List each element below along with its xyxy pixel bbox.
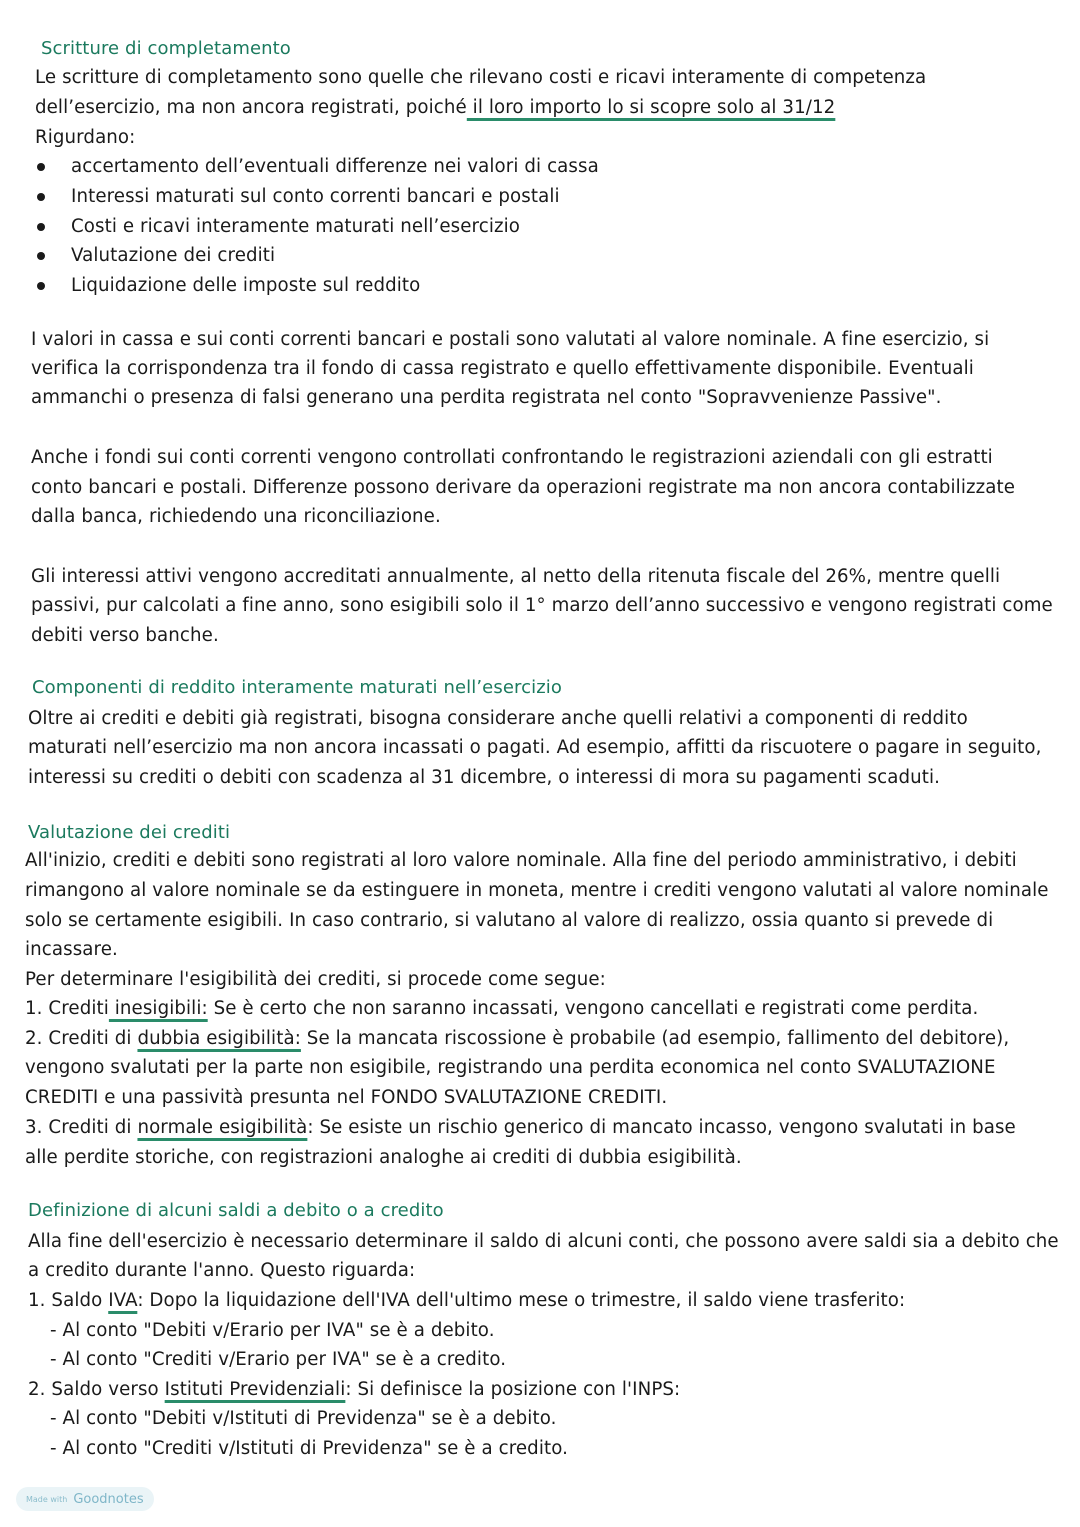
underlined-phrase: il loro importo lo si scopre solo al 31/12 (466, 97, 836, 118)
riguardano-label: Rigurdano: (35, 127, 136, 148)
numbered-item-iva (28, 1286, 905, 1316)
paragraph-line: Oltre ai crediti e debiti già registrati, bisogna considerare anche quelli relativi a componenti di reddito (28, 708, 968, 729)
list-item: accertamento dell’eventuali differenze nei valori di cassa (71, 156, 599, 177)
numbered-item-previdenziali (28, 1375, 680, 1405)
underlined-term: inesigibili: (108, 998, 208, 1019)
section-heading-valutazione: Valutazione dei crediti (28, 822, 231, 843)
paragraph-line: I valori in cassa e sui conti correnti bancari e postali sono valutati al valore nominale. A fine esercizio, si (31, 329, 990, 350)
paragraph-line: CREDITI e una passività presunta nel FONDO SVALUTAZIONE CREDITI. (25, 1087, 668, 1108)
paragraph-line: interessi su crediti o debiti con scadenza al 31 dicembre, o interessi di mora su pagamenti scaduti. (28, 767, 941, 788)
paragraph-line: a credito durante l'anno. Questo riguarda: (28, 1260, 416, 1281)
item-text: 1. Saldo (28, 1290, 109, 1311)
section-heading-scritture: Scritture di completamento (41, 38, 291, 59)
underlined-term: normale esigibilità (137, 1117, 308, 1138)
goodnotes-logo: Goodnotes (73, 1491, 144, 1507)
paragraph-line: passivi, pur calcolati a fine anno, sono esigibili solo il 1° marzo dell’anno successivo e vengono registrati come (31, 595, 1053, 616)
item-text: 3. Crediti di (25, 1117, 138, 1138)
paragraph-line: conto bancari e postali. Differenze possono derivare da operazioni registrate ma non ancora contabilizzate (31, 477, 1016, 498)
underlined-term: dubbia esigibilità: (137, 1028, 301, 1049)
paragraph-line: Per determinare l'esigibilità dei crediti, si procede come segue: (25, 969, 606, 990)
item-text: Se la mancata riscossione è probabile (ad esempio, fallimento del debitore), (300, 1028, 1010, 1049)
item-text: Se è certo che non saranno incassati, vengono cancellati e registrati come perdita. (207, 998, 979, 1019)
paragraph-line: dalla banca, richiedendo una riconciliazione. (31, 506, 441, 527)
sub-item: - Al conto "Debiti v/Istituti di Previdenza" se è a debito. (50, 1408, 557, 1429)
bullet-icon (37, 223, 45, 231)
section-heading-componenti: Componenti di reddito interamente maturati nell’esercizio (32, 677, 562, 698)
paragraph-line: ammanchi o presenza di falsi generano una perdita registrata nel conto "Sopravvenienze Passive". (31, 387, 942, 408)
paragraph-line: All'inizio, crediti e debiti sono registrati al loro valore nominale. Alla fine del periodo amministrativo, i debiti (25, 850, 1017, 871)
intro-line: Le scritture di completamento sono quelle che rilevano costi e ricavi interamente di competenza (35, 67, 927, 88)
sub-item: - Al conto "Crediti v/Erario per IVA" se è a credito. (50, 1349, 507, 1370)
item-text: 1. Crediti (25, 998, 109, 1019)
item-text: 2. Crediti di (25, 1028, 138, 1049)
sub-item: - Al conto "Crediti v/Istituti di Previdenza" se è a credito. (50, 1438, 568, 1459)
numbered-item-normale (25, 1113, 1016, 1143)
section-heading-saldi: Definizione di alcuni saldi a debito o a credito (28, 1200, 444, 1221)
bullet-icon (37, 252, 45, 260)
underlined-term: IVA (108, 1290, 138, 1311)
bullet-icon (37, 163, 45, 171)
item-text: : Se esiste un rischio generico di mancato incasso, vengono svalutati in base (307, 1117, 1016, 1138)
paragraph-line: Alla fine dell'esercizio è necessario determinare il saldo di alcuni conti, che possono avere saldi sia a debito che (28, 1231, 1059, 1252)
made-with-label: Made with (26, 1494, 68, 1504)
intro-line (35, 93, 835, 123)
list-item: Valutazione dei crediti (71, 245, 276, 266)
list-item: Liquidazione delle imposte sul reddito (71, 275, 421, 296)
paragraph-line: alle perdite storiche, con registrazioni analoghe ai crediti di dubbia esigibilità. (25, 1147, 742, 1168)
item-text: 2. Saldo verso (28, 1379, 165, 1400)
paragraph-line: incassare. (25, 939, 118, 960)
paragraph-line: Gli interessi attivi vengono accreditati annualmente, al netto della ritenuta fiscale del 26%, mentre quelli (31, 566, 1001, 587)
item-text: : Dopo la liquidazione dell'IVA dell'ultimo mese o trimestre, il saldo viene trasferito: (137, 1290, 906, 1311)
paragraph-line: rimangono al valore nominale se da estinguere in moneta, mentre i crediti vengono valutati al valore nominale (25, 880, 1049, 901)
list-item: Costi e ricavi interamente maturati nell’esercizio (71, 216, 520, 237)
intro-text: dell’esercizio, ma non ancora registrati, poiché (35, 97, 467, 118)
paragraph-line: solo se certamente esigibili. In caso contrario, si valutano al valore di realizzo, ossia quanto si prevede di (25, 910, 994, 931)
goodnotes-badge (16, 1487, 154, 1511)
numbered-item-inesigibili (25, 994, 978, 1024)
bullet-icon (37, 282, 45, 290)
paragraph-line: verifica la corrispondenza tra il fondo di cassa registrato e quello effettivamente disponibile. Eventuali (31, 358, 974, 379)
sub-item: - Al conto "Debiti v/Erario per IVA" se è a debito. (50, 1320, 495, 1341)
underlined-term: Istituti Previdenziali (164, 1379, 346, 1400)
list-item: Interessi maturati sul conto correnti bancari e postali (71, 186, 560, 207)
bullet-icon (37, 193, 45, 201)
paragraph-line: vengono svalutati per la parte non esigibile, registrando una perdita economica nel conto SVALUTAZIONE (25, 1057, 996, 1078)
paragraph-line: maturati nell’esercizio ma non ancora incassati o pagati. Ad esempio, affitti da riscuotere o pagare in seguito, (28, 737, 1042, 758)
paragraph-line: Anche i fondi sui conti correnti vengono controllati confrontando le registrazioni aziendali con gli estratti (31, 447, 993, 468)
paragraph-line: debiti verso banche. (31, 625, 219, 646)
item-text: : Si definisce la posizione con l'INPS: (345, 1379, 681, 1400)
numbered-item-dubbia (25, 1024, 1009, 1054)
